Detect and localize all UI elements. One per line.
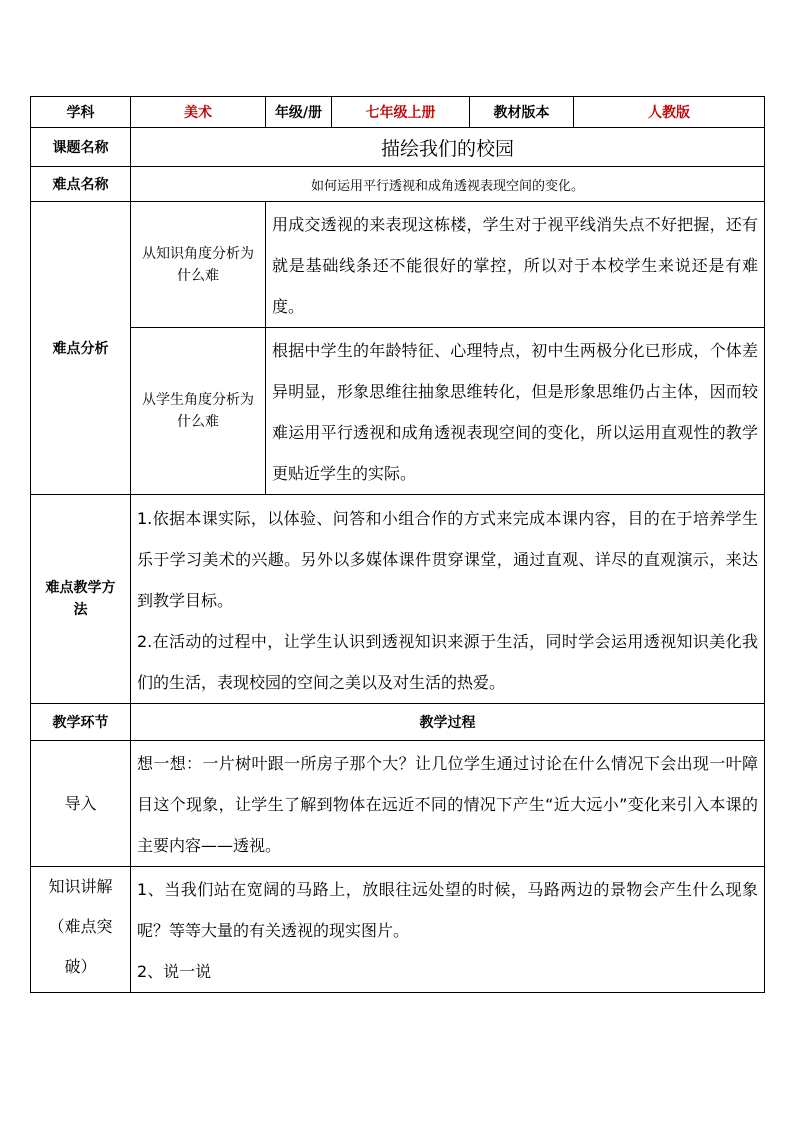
- difficulty-value: 如何运用平行透视和成角透视表现空间的变化。: [131, 167, 765, 202]
- difficulty-label: 难点名称: [31, 167, 131, 202]
- knowledge-paragraph-1: 1、当我们站在宽阔的马路上，放眼往远处望的时候，马路两边的景物会产生什么现象呢？等等大量的有关透视的现实图片。: [137, 880, 758, 940]
- analysis-student-row: [31, 328, 765, 495]
- difficulty-row: [31, 167, 765, 202]
- student-angle-label: 从学生角度分析为什么难: [131, 328, 266, 495]
- topic-value: 描绘我们的校园: [131, 128, 765, 167]
- knowledge-paragraph-2: 2、说一说: [137, 962, 212, 981]
- method-row: [31, 495, 765, 704]
- intro-text: 想一想：一片树叶跟一所房子那个大？让几位学生通过讨论在什么情况下会出现一叶障目这个现象，让学生了解到物体在远近不同的情况下产生“近大远小”变化来引入本课的主要内容——透视。: [131, 741, 765, 867]
- knowledge-angle-label: 从知识角度分析为什么难: [131, 202, 266, 328]
- topic-row: [31, 128, 765, 167]
- intro-label: 导入: [31, 741, 131, 867]
- method-cell: [131, 495, 765, 704]
- lesson-plan-document: [30, 96, 764, 993]
- process-header-row: [31, 704, 765, 741]
- subject-label: 学科: [31, 97, 131, 128]
- analysis-knowledge-row: [31, 202, 765, 328]
- knowledge-row: [31, 867, 765, 993]
- method-paragraph-1: 1.依据本课实际，以体验、问答和小组合作的方式来完成本课内容，目的在于培养学生乐于学习美术的兴趣。另外以多媒体课件贯穿课堂，通过直观、详尽的直观演示，来达到教学目标。: [137, 508, 758, 610]
- subject-value: 美术: [131, 97, 266, 128]
- grade-value: 七年级上册: [332, 97, 470, 128]
- stage-header: 教学环节: [31, 704, 131, 741]
- student-angle-text: 根据中学生的年龄特征、心理特点，初中生两极分化已形成，个体差异明显，形象思维往抽象思维转化，但是形象思维仍占主体，因而较难运用平行透视和成角透视表现空间的变化，所以运用直观性的教学更贴近学生的实际。: [266, 328, 765, 495]
- edition-value: 人教版: [574, 97, 765, 128]
- knowledge-label: 知识讲解（难点突破）: [31, 867, 131, 993]
- method-paragraph-2: 2.在活动的过程中，让学生认识到透视知识来源于生活，同时学会运用透视知识美化我们的生活，表现校园的空间之美以及对生活的热爱。: [137, 631, 758, 692]
- knowledge-angle-text: 用成交透视的来表现这栋楼，学生对于视平线消失点不好把握，还有就是基础线条还不能很好的掌控，所以对于本校学生来说还是有难度。: [266, 202, 765, 328]
- grade-label: 年级/册: [266, 97, 332, 128]
- analysis-label: 难点分析: [31, 202, 131, 495]
- method-label: 难点教学方法: [31, 495, 131, 704]
- lesson-plan-table: [30, 96, 765, 993]
- topic-label: 课题名称: [31, 128, 131, 167]
- process-header: 教学过程: [131, 704, 765, 741]
- intro-row: [31, 741, 765, 867]
- header-row: [31, 97, 765, 128]
- edition-label: 教材版本: [470, 97, 574, 128]
- knowledge-cell: [131, 867, 765, 993]
